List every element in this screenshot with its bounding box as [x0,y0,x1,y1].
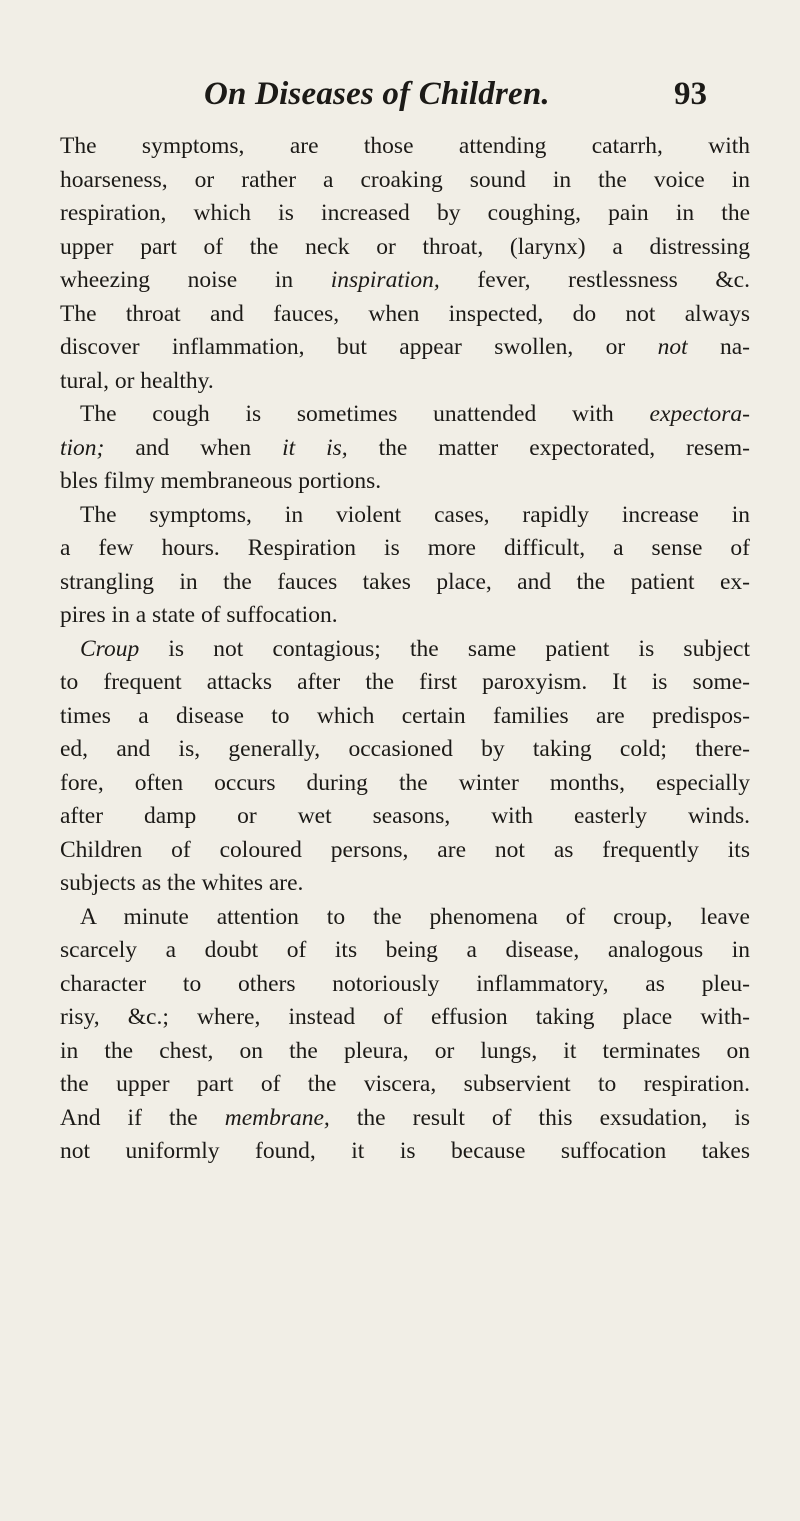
italic-run: expectora- [649,401,750,427]
text-run: in the chest, on the pleura, or lungs, it terminates on [60,1037,750,1064]
text-line [60,700,750,734]
text-line [60,767,750,801]
text-line [60,666,750,700]
text-run: upper part of the neck or throat, (larynx) a distressing [60,233,750,260]
page-number: 93 [674,76,707,112]
text-run: pires in a state of suffocation. [60,602,338,628]
text-run: A minute attention to the phenomena of croup, leave [80,903,750,930]
text-run: and when [104,434,283,461]
text-line [60,934,750,968]
text-run: to frequent attacks after the first paroxyism. It is some- [60,669,750,695]
text-run: The cough is sometimes unattended with [80,401,650,427]
italic-run: membrane, [224,1104,330,1131]
text-line [60,599,750,633]
text-line [60,1102,750,1136]
page-header [204,76,744,120]
text-line [60,1068,750,1102]
italic-run: it is, [282,434,348,461]
text-line [60,968,750,1002]
text-run: fore, often occurs during the winter months, especially [60,769,750,796]
text-line [60,365,750,399]
text-line [60,733,750,767]
text-line [60,532,750,566]
text-run: scarcely a doubt of its being a disease, analogous in [60,937,750,963]
text-run: discover inflammation, but appear swollen, or [60,334,658,360]
text-run: The throat and fauces, when inspected, do not always [60,300,750,327]
text-run: risy, &c.; where, instead of effusion taking place with- [60,1004,750,1030]
text-line [60,465,750,499]
text-line [60,499,750,533]
text-run: tural, or healthy. [60,367,214,394]
italic-run: tion; [60,434,105,461]
text-line [60,867,750,901]
text-run: the result of this exsudation, is [329,1104,750,1131]
text-line [60,1001,750,1035]
italic-run: inspiration, [330,267,440,293]
text-line [60,398,750,432]
text-line [60,432,750,466]
text-line [60,298,750,332]
text-run: the upper part of the viscera, subservient to respiration. [60,1071,750,1097]
text-line [60,130,750,164]
text-line [60,834,750,868]
text-line [60,633,750,667]
text-line [60,164,750,198]
text-line [60,231,750,265]
text-line [60,566,750,600]
text-line [60,264,750,298]
text-line [60,800,750,834]
text-run: The symptoms, are those attending catarrh, with [60,133,750,159]
text-line [60,331,750,365]
text-line [60,1135,750,1169]
text-run: not uniformly found, it is because suffocation takes [60,1138,750,1164]
body-text [60,130,750,1169]
text-run: the matter expectorated, resem- [347,434,750,461]
text-run: subjects as the whites are. [60,870,304,896]
text-run: The symptoms, in violent cases, rapidly increase in [80,501,750,528]
text-run: And if the [60,1104,225,1131]
running-title: On Diseases of Children. [204,76,550,112]
text-run: times a disease to which certain families are predispos- [60,702,750,729]
text-line [60,901,750,935]
text-run: character to others notoriously inflammatory, as pleu- [60,970,750,997]
text-run: is not contagious; the same patient is subject [139,635,750,662]
text-run: Children of coloured persons, are not as frequently its [60,836,750,863]
text-line [60,197,750,231]
text-run: ed, and is, generally, occasioned by taking cold; there- [60,736,750,762]
text-line [60,1035,750,1069]
text-run: na- [687,334,750,360]
text-run: wheezing noise in [60,267,331,293]
text-run: fever, restlessness &c. [439,267,750,293]
text-run: a few hours. Respiration is more difficult, a sense of [60,535,750,561]
text-run: after damp or wet seasons, with easterly winds. [60,803,750,829]
italic-run: not [657,334,688,360]
text-run: hoarseness, or rather a croaking sound in the voice in [60,166,750,193]
text-run: strangling in the fauces takes place, and the patient ex- [60,568,750,595]
italic-run: Croup [80,635,140,662]
text-run: respiration, which is increased by coughing, pain in the [60,200,750,226]
text-run: bles filmy membraneous portions. [60,468,382,494]
